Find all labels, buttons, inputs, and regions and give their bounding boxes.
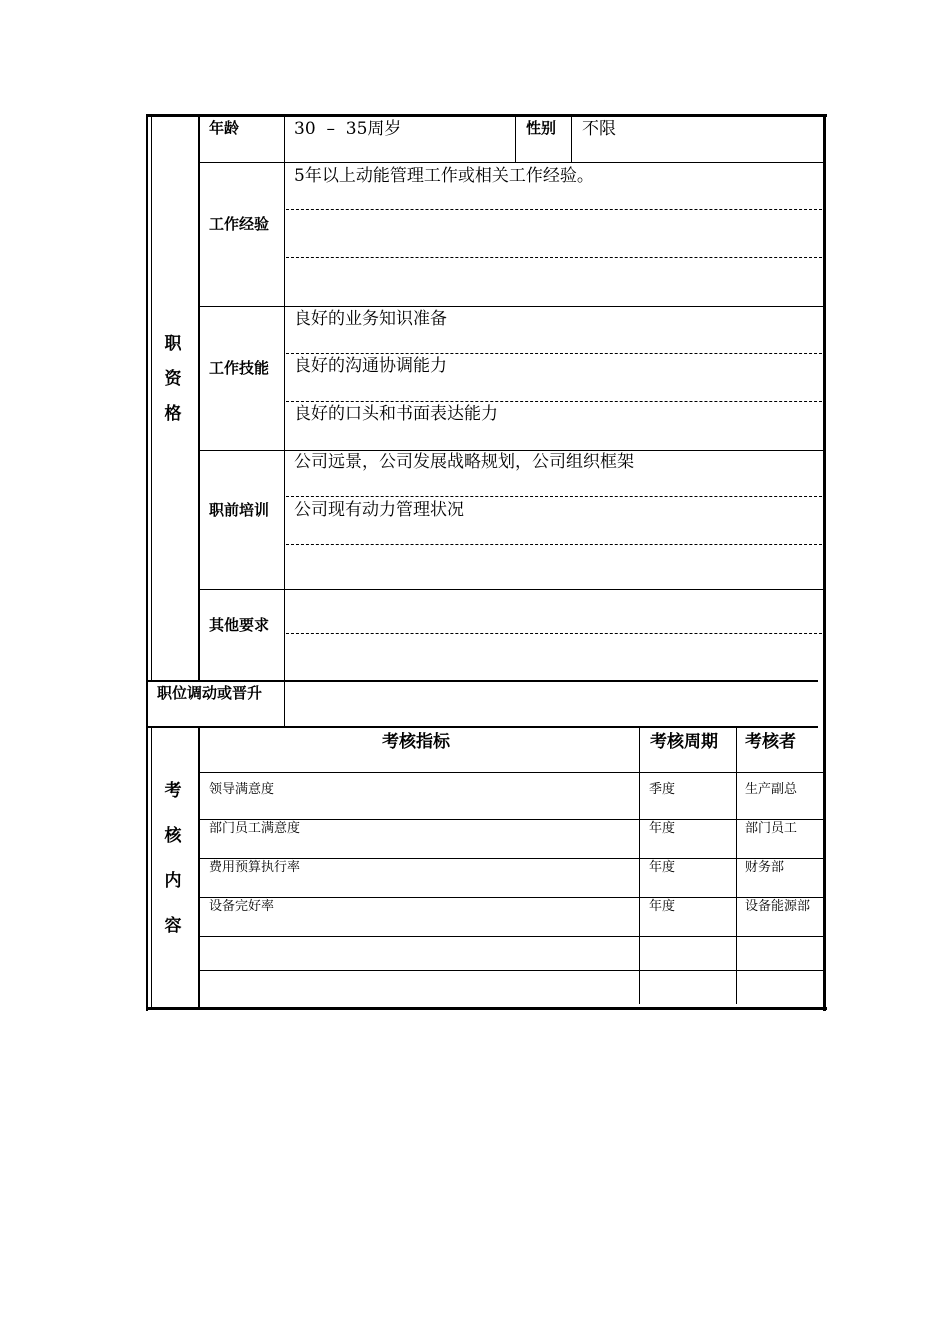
col-section-divider xyxy=(198,114,200,682)
training-line-1: 公司远景，公司发展战略规划，公司组织框架 xyxy=(294,452,634,472)
dash-training-1 xyxy=(286,496,822,497)
row-assessor: 设备能源部 xyxy=(745,899,811,914)
frame-right xyxy=(823,114,826,1011)
gender-value: 不限 xyxy=(582,119,616,139)
row-indicator: 领导满意度 xyxy=(209,782,275,797)
training-label: 职前培训 xyxy=(209,501,270,519)
assess-row-header xyxy=(198,772,824,773)
skills-label: 工作技能 xyxy=(209,359,270,377)
row-period: 年度 xyxy=(649,899,676,914)
row-line-age xyxy=(198,162,824,163)
row-assessor: 部门员工 xyxy=(745,821,798,836)
col-gender-left xyxy=(515,114,516,162)
assess-col-section xyxy=(198,727,200,1009)
dash-skills-1 xyxy=(286,353,822,354)
row-line-qual-end xyxy=(146,680,818,682)
assess-col-assessor xyxy=(736,727,737,1004)
row-period: 年度 xyxy=(649,821,676,836)
gender-label: 性别 xyxy=(526,119,557,137)
assess-row-3 xyxy=(198,897,824,898)
row-indicator: 部门员工满意度 xyxy=(209,821,301,836)
row-indicator: 设备完好率 xyxy=(209,899,275,914)
other-requirements-label: 其他要求 xyxy=(209,616,270,634)
assess-row-4 xyxy=(198,936,824,937)
dash-training-2 xyxy=(286,544,822,545)
skills-line-2: 良好的沟通协调能力 xyxy=(294,356,447,376)
dash-other-1 xyxy=(286,633,822,634)
dash-experience-2 xyxy=(286,257,822,258)
row-assessor: 生产副总 xyxy=(745,782,798,797)
training-line-2: 公司现有动力管理状况 xyxy=(294,500,464,520)
assess-row-5 xyxy=(198,970,824,971)
experience-line-1: 5年以上动能管理工作或相关工作经验。 xyxy=(294,166,594,186)
header-assessor: 考核者 xyxy=(745,732,796,752)
frame-top xyxy=(146,114,827,117)
col-gender-right xyxy=(571,114,572,162)
row-line-skills xyxy=(198,450,824,451)
header-indicator: 考核指标 xyxy=(382,732,450,752)
row-line-training xyxy=(198,589,824,590)
row-period: 年度 xyxy=(649,860,676,875)
frame-left-inner xyxy=(151,114,152,682)
row-assessor: 财务部 xyxy=(745,860,785,875)
col-label-divider xyxy=(284,114,285,727)
row-line-transfer-end xyxy=(146,726,818,728)
assessment-section-label: 考 核 内 容 xyxy=(164,781,182,936)
assess-col-period xyxy=(639,727,640,1004)
age-label: 年龄 xyxy=(209,119,240,137)
age-value: 30 – 35周岁 xyxy=(294,119,402,139)
frame-left-inner-lower xyxy=(151,727,152,1009)
qualification-section-label: 职 资 格 xyxy=(164,334,182,424)
frame-bottom xyxy=(146,1007,827,1010)
row-indicator: 费用预算执行率 xyxy=(209,860,301,875)
row-period: 季度 xyxy=(649,782,676,797)
experience-label: 工作经验 xyxy=(209,215,270,233)
skills-line-3: 良好的口头和书面表达能力 xyxy=(294,404,498,424)
skills-line-1: 良好的业务知识准备 xyxy=(294,309,447,329)
assess-row-2 xyxy=(198,858,824,859)
transfer-label: 职位调动或晋升 xyxy=(157,684,263,702)
dash-skills-2 xyxy=(286,401,822,402)
frame-left-outer xyxy=(146,114,148,1011)
dash-experience-1 xyxy=(286,209,822,210)
row-line-experience xyxy=(198,306,824,307)
assess-row-1 xyxy=(198,819,824,820)
header-period: 考核周期 xyxy=(650,732,718,752)
